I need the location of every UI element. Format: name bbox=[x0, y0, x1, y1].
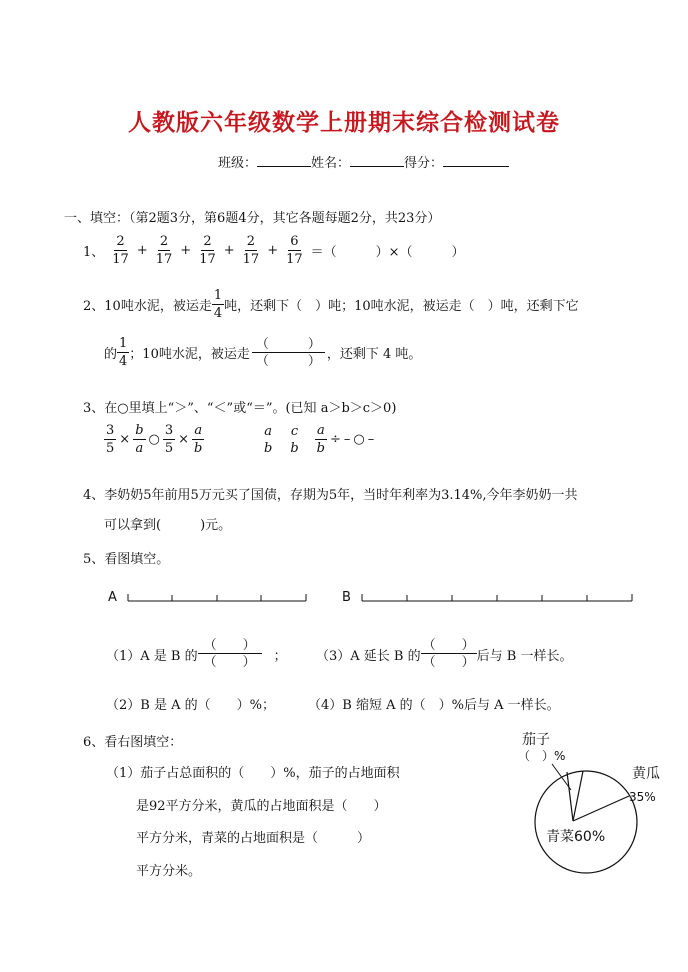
fraction: a b bbox=[264, 423, 273, 456]
q2-text: ；10吨水泥，被运走 bbox=[129, 347, 250, 362]
fraction: $\frac{2}{17}$ bbox=[199, 234, 216, 267]
label-huanggua: 黄瓜 bbox=[632, 766, 660, 782]
comparison-1 bbox=[104, 423, 204, 456]
fraction: $\frac{2}{17}$ bbox=[242, 234, 260, 267]
question-number: 1、 bbox=[83, 245, 105, 260]
answer-fraction-blank[interactable]: $\frac{( )}{( )}$ bbox=[198, 638, 262, 670]
q2-text: 的 bbox=[104, 347, 118, 362]
plus-sign: + bbox=[267, 243, 279, 258]
fraction: $\frac{1}{4}$ bbox=[213, 288, 223, 321]
segment-diagram bbox=[100, 584, 640, 610]
student-info-line bbox=[218, 152, 509, 171]
label-qiezi: 茄子 bbox=[522, 732, 550, 748]
q5-sub-2: （2）B 是 A 的（ ）%； bbox=[106, 698, 275, 713]
q2-text: ，还剩下 4 吨。 bbox=[326, 347, 422, 362]
section-heading: 一、填空：（第2题3分，第6题4分，其它各题每题2分，共23分） bbox=[64, 211, 441, 226]
minus-sign: – bbox=[367, 432, 375, 447]
question-4-line-1: 4、李奶奶5年前用5万元买了国债，存期为5年，当时年利率为3.14%,今年李奶奶一共 bbox=[83, 488, 578, 503]
question-6: 6、看右图填空： bbox=[83, 735, 183, 750]
q6-line-4: 平方分米。 bbox=[136, 864, 202, 879]
pie-chart bbox=[500, 724, 670, 874]
plus-sign: + bbox=[136, 243, 148, 258]
q5-sub-4: （4）B 缩短 A 的（ ）%后与 A 一样长。 bbox=[308, 698, 560, 713]
q6-line-2: 是92平方分米，黄瓜的占地面积是（ ） bbox=[136, 799, 387, 814]
pie-divider bbox=[573, 771, 583, 821]
page-title: 人教版六年级数学上册期末综合检测试卷 bbox=[128, 110, 560, 136]
fraction: $\frac{a}{b}$ bbox=[316, 423, 325, 456]
name-label: 姓名： bbox=[311, 156, 351, 171]
answer-fraction-blank[interactable]: $\frac{( )}{( )}$ bbox=[252, 337, 325, 369]
q5-sub-3 bbox=[316, 638, 572, 670]
question-4-line-2: 可以拿到( )元。 bbox=[104, 518, 232, 533]
q5-sub-1-text: ； bbox=[273, 648, 287, 664]
answer-fraction-blank[interactable]: $\frac{( )}{( )}$ bbox=[422, 638, 475, 670]
answer-blanks[interactable]: ＝（ ）×（ ） bbox=[310, 245, 465, 260]
plus-sign: + bbox=[223, 243, 235, 258]
compare-circle[interactable]: ○ bbox=[148, 432, 160, 447]
minus-sign: – bbox=[343, 432, 351, 447]
question-2-line-1 bbox=[83, 288, 579, 321]
score-blank[interactable] bbox=[443, 154, 509, 167]
q6-line-3: 平方分米，青菜的占地面积是（ ） bbox=[136, 831, 371, 846]
label-qingcai: 青菜60% bbox=[546, 829, 606, 845]
times-sign: × bbox=[119, 432, 131, 447]
class-blank[interactable] bbox=[257, 154, 311, 167]
q6-line-1: （1）茄子占总面积的（ ）%，茄子的占地面积 bbox=[106, 766, 400, 781]
question-5: 5、看图填空。 bbox=[83, 552, 170, 567]
times-sign: × bbox=[178, 432, 190, 447]
question-3: 3、在○里填上“＞”、“＜”或“＝”。(已知 a＞b＞c＞0) bbox=[83, 401, 397, 416]
segment-a-label: A bbox=[108, 590, 117, 605]
fraction: $\frac{2}{17}$ bbox=[112, 234, 129, 267]
pie-circle bbox=[535, 771, 637, 873]
q5-sub-1-text: （1）A 是 B 的 bbox=[106, 648, 198, 664]
class-label: 班级： bbox=[218, 156, 258, 171]
fraction: $\frac{b}{a}$ bbox=[135, 423, 144, 456]
fraction: $\frac{a}{b}$ bbox=[194, 423, 203, 456]
q5-sub-3-text: （3）A 延长 B 的 bbox=[316, 648, 421, 664]
fraction: c b bbox=[290, 423, 299, 456]
pie-divider bbox=[567, 772, 573, 821]
divide-sign: ÷ bbox=[329, 432, 341, 447]
name-blank[interactable] bbox=[350, 154, 404, 167]
comparison-2 bbox=[262, 423, 374, 456]
label-huanggua-pct: 35% bbox=[629, 790, 656, 804]
segment-a bbox=[128, 594, 306, 601]
q2-text: 吨，还剩下（ ）吨；10吨水泥，被运走（ ）吨，还剩下它 bbox=[224, 299, 579, 314]
fraction: $\frac{6}{17}$ bbox=[286, 234, 303, 267]
label-qiezi-pct: （ ）% bbox=[518, 749, 566, 763]
fraction: $\frac{3}{5}$ bbox=[164, 423, 174, 456]
fraction: $\frac{1}{4}$ bbox=[119, 336, 128, 369]
q2-text: 2、10吨水泥，被运走 bbox=[83, 299, 212, 314]
q5-sub-1 bbox=[106, 638, 287, 670]
segment-b-label: B bbox=[342, 590, 351, 605]
compare-circle[interactable]: ○ bbox=[353, 432, 365, 447]
question-2-line-2 bbox=[104, 336, 421, 369]
question-1 bbox=[83, 234, 465, 267]
segment-b bbox=[362, 594, 632, 601]
fraction: $\frac{2}{17}$ bbox=[155, 234, 173, 267]
score-label: 得分： bbox=[404, 156, 444, 171]
fraction: $\frac{3}{5}$ bbox=[106, 423, 115, 456]
pie-divider bbox=[573, 796, 629, 821]
q5-sub-3-text: 后与 B 一样长。 bbox=[476, 648, 573, 664]
plus-sign: + bbox=[180, 243, 192, 258]
